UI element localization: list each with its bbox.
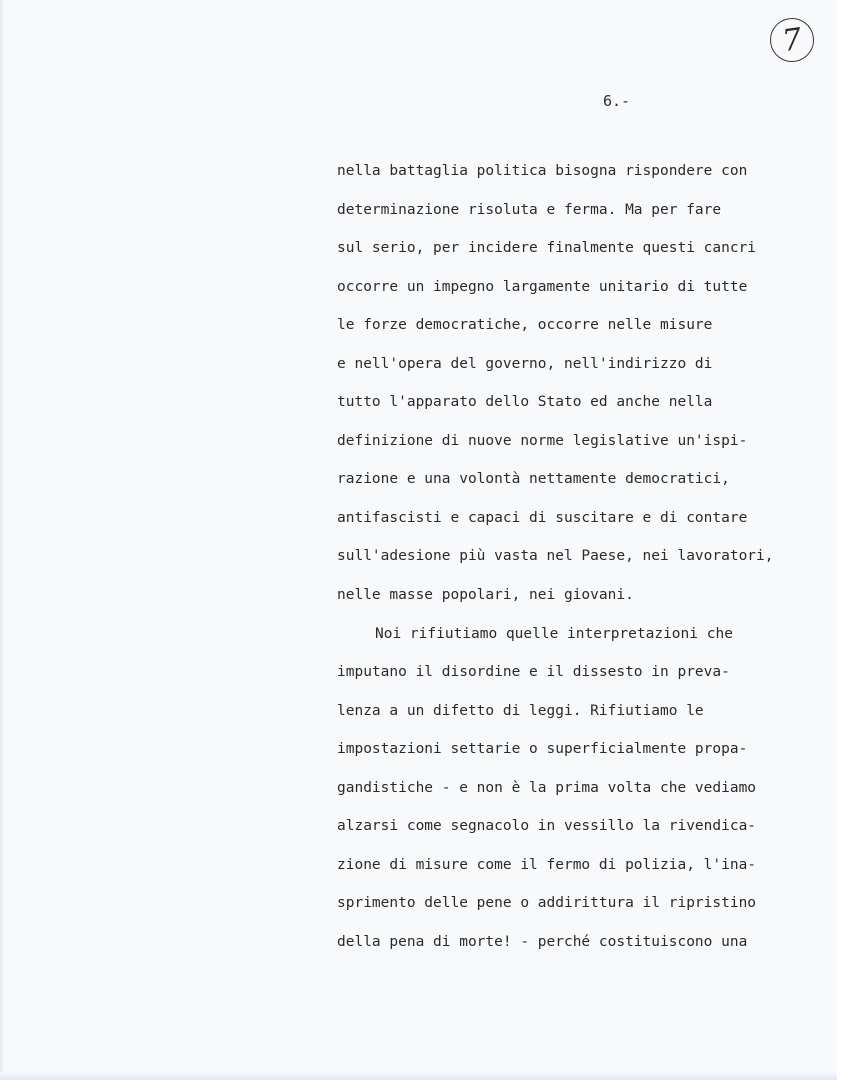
text-line: impostazioni settarie o superficialmente propa- — [337, 741, 748, 758]
body-text — [337, 158, 837, 967]
paragraph-first-line: Noi rifiutiamo quelle interpretazioni che — [375, 625, 733, 642]
text-line: sull'adesione più vasta nel Paese, nei lavoratori, — [337, 548, 774, 565]
text-line: e nell'opera del governo, nell'indirizzo di — [337, 355, 713, 372]
scan-edge-right — [837, 0, 841, 1080]
text-line: le forze democratiche, occorre nelle misure — [337, 317, 713, 334]
text-line: razione e una volontà nettamente democratici, — [337, 471, 730, 488]
text-line: gandistiche - e non è la prima volta che vediamo — [337, 779, 757, 796]
text-line: zione di misure come il fermo di polizia, l'ina- — [337, 856, 757, 873]
page-number: 6.- — [603, 92, 631, 110]
text-line: definizione di nuove norme legislative un'ispi- — [337, 432, 748, 449]
text-line: lenza a un difetto di leggi. Rifiutiamo le — [337, 702, 704, 719]
text-line: della pena di morte! - perché costituiscono una — [337, 933, 748, 950]
text-line: nelle masse popolari, nei giovani. — [337, 587, 634, 604]
text-line: tutto l'apparato dello Stato ed anche nella — [337, 394, 713, 411]
scan-edge-bottom — [0, 1072, 841, 1080]
text-line: imputano il disordine e il dissesto in preva- — [337, 664, 730, 681]
text-line: sul serio, per incidere finalmente questi cancri — [337, 240, 757, 257]
text-line: occorre un impegno largamente unitario di tutte — [337, 278, 748, 295]
text-line: alzarsi come segnacolo in vessillo la rivendica- — [337, 818, 757, 835]
text-line: nella battaglia politica bisogna rispondere con — [337, 163, 748, 179]
text-line: determinazione risoluta e ferma. Ma per fare — [337, 201, 722, 218]
text-line: sprimento delle pene o addirittura il ripristino — [337, 895, 757, 912]
scan-edge-left — [0, 0, 5, 1080]
handwritten-folio-number: 7 — [767, 15, 817, 65]
text-line: antifascisti e capaci di suscitare e di contare — [337, 509, 748, 526]
